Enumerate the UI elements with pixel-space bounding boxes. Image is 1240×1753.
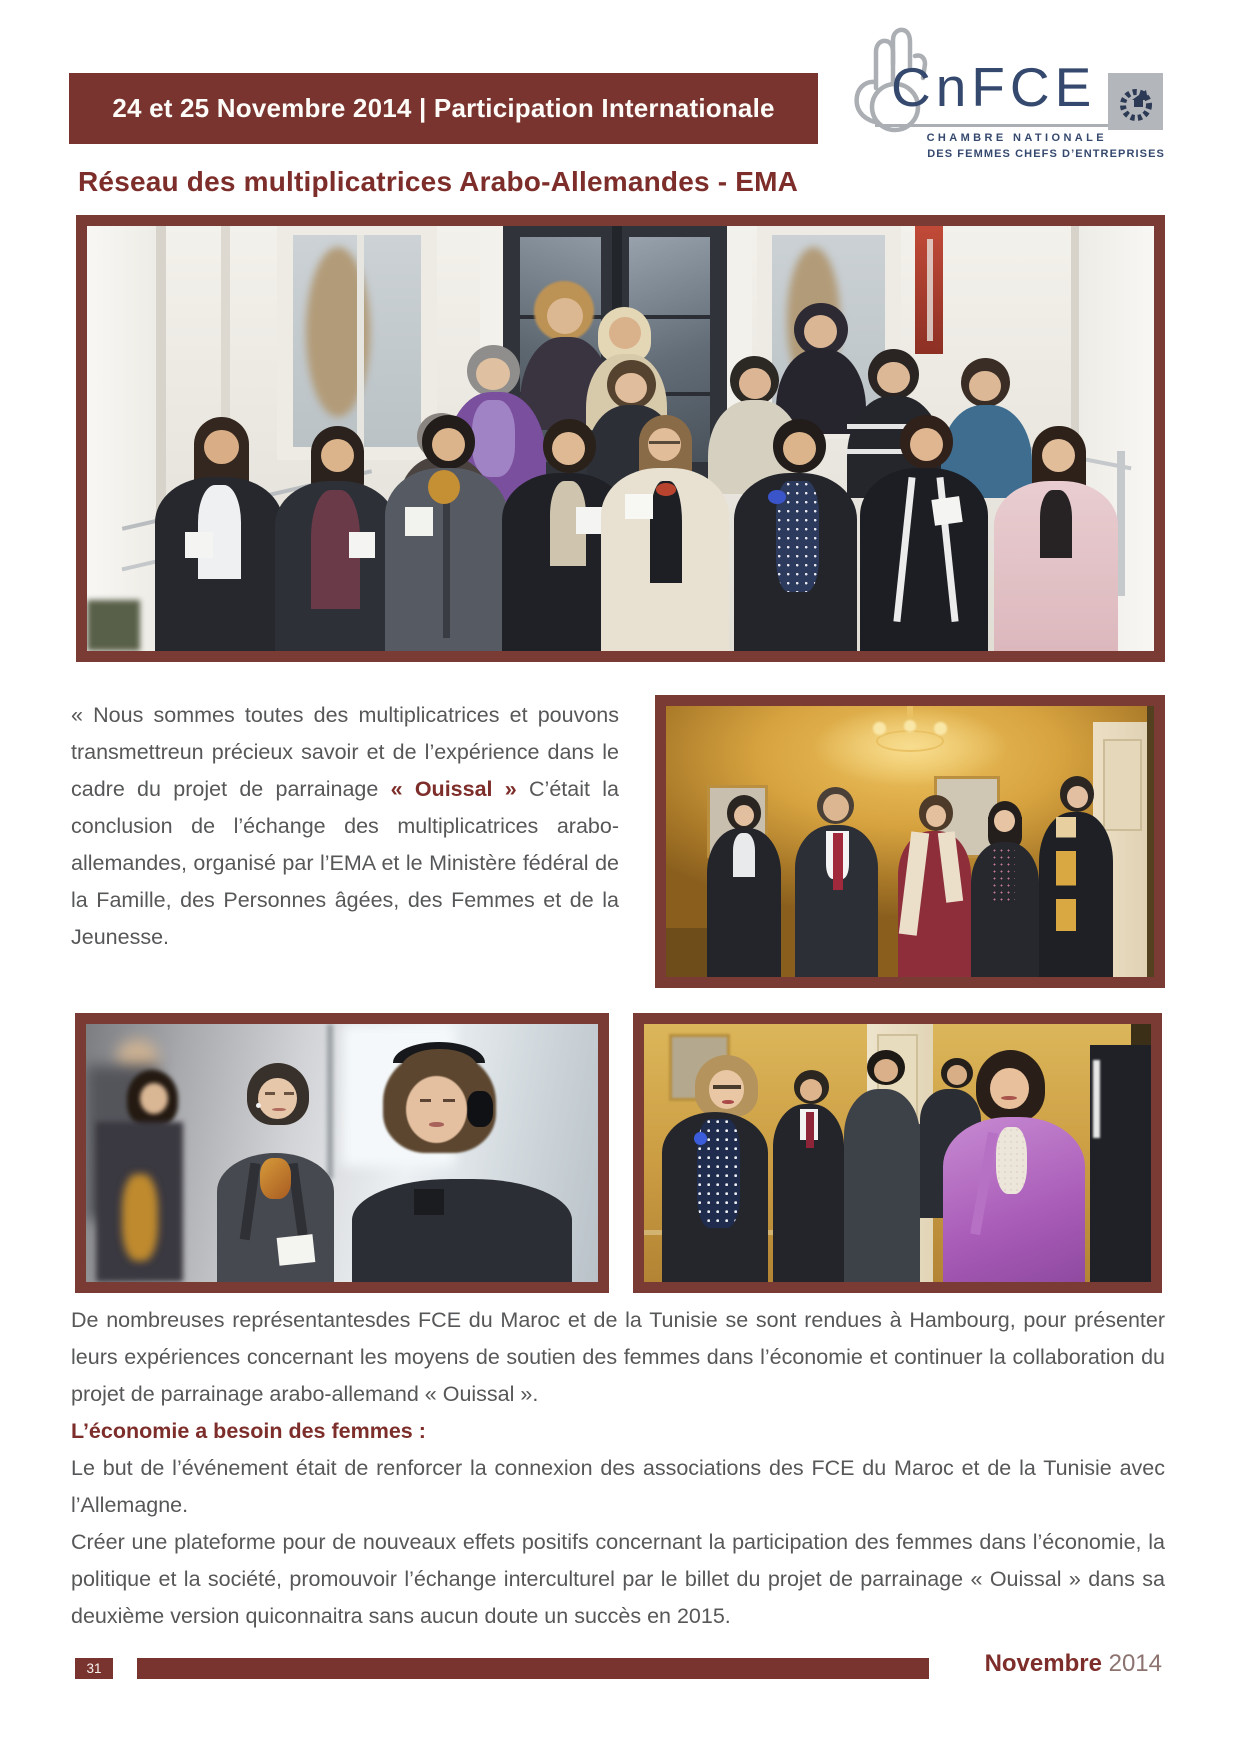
photo-shape xyxy=(776,481,819,592)
photo-shape xyxy=(970,1132,998,1235)
photo-shape xyxy=(552,432,585,465)
photo-shape xyxy=(867,1024,933,1282)
discussion-photo xyxy=(633,1013,1162,1293)
photo-shape xyxy=(194,417,249,472)
photo-shape xyxy=(722,1100,734,1104)
photo-shape xyxy=(122,514,352,571)
photo-shape xyxy=(265,1092,275,1095)
photo-shape xyxy=(969,371,1001,402)
photo-shape xyxy=(272,1108,285,1112)
photo-shape xyxy=(385,468,509,651)
photo-shape xyxy=(1040,490,1072,558)
photo-shape xyxy=(520,392,710,396)
photo-shape xyxy=(899,831,929,935)
photo-shape xyxy=(800,1079,822,1101)
photo-shape xyxy=(656,483,676,496)
photo-shape xyxy=(783,432,816,465)
photo-shape xyxy=(910,428,943,461)
photo-shape xyxy=(503,226,727,481)
photo-shape xyxy=(823,794,848,821)
photo-shape xyxy=(847,424,943,429)
article-title: Réseau des multiplicatrices Arabo-Allemandes - EMA xyxy=(78,166,799,197)
photo-shape xyxy=(311,451,364,506)
photo-shape xyxy=(773,1104,844,1282)
photo-shape xyxy=(666,928,725,977)
photo-shape xyxy=(739,368,771,399)
photo-shape xyxy=(401,1049,478,1070)
logo-subtitle-line1: CHAMBRE NATIONALE xyxy=(926,132,1107,144)
photo-shape xyxy=(1079,226,1154,651)
photo-shape xyxy=(520,337,612,431)
photo-shape xyxy=(258,1078,297,1119)
page-number-badge: 31 xyxy=(75,1658,113,1679)
photo-shape xyxy=(349,532,375,558)
subheading-economie: L’économie a besoin des femmes : xyxy=(71,1419,426,1443)
photo-shape xyxy=(598,307,651,362)
photo-shape xyxy=(443,477,449,639)
photo-shape xyxy=(122,469,372,531)
photo-shape xyxy=(708,400,802,494)
photo-shape xyxy=(694,1132,707,1145)
photo-shape xyxy=(900,415,953,469)
photo-shape xyxy=(327,1024,333,1179)
conference-photo xyxy=(75,1013,609,1293)
photo-shape xyxy=(847,449,943,454)
photo-shape xyxy=(988,817,1022,850)
photo-shape xyxy=(472,400,515,477)
logo-acronym: CnFCE xyxy=(891,56,1097,118)
photo-shape xyxy=(876,730,944,752)
photo-shape xyxy=(794,1070,829,1104)
cnfce-logo xyxy=(845,20,1167,168)
photo-shape xyxy=(697,1119,740,1227)
photo-shape xyxy=(971,842,1039,978)
footer-month: Novembre xyxy=(984,1650,1102,1677)
lead-text-after: C’était la conclusion de l’échange des multiplicatrices arabo-allemandes, organisé par l’EMA et le Ministère fédéral de la Famille, des Personnes âgées, des Femmes et de la Jeunesse. xyxy=(71,777,619,949)
photo-shape xyxy=(844,1089,920,1283)
paragraph-plateforme: Créer une plateforme pour de nouveaux effets positifs concernant la participation des femmes dans l’économie, la politique et la société, promouvoir l’échange interculturel par le billet du projet de parrainage « Ouissal » dans sa deuxième version quiconnaitra sans aucun doute un succès en 2015. xyxy=(71,1530,1165,1628)
photo-shape xyxy=(446,392,546,503)
photo-shape xyxy=(787,247,840,392)
photo-shape xyxy=(919,795,953,830)
photo-shape xyxy=(284,1092,294,1095)
photo-shape xyxy=(414,1189,445,1215)
photo-shape xyxy=(306,247,370,417)
photo-shape xyxy=(87,600,140,651)
photo-shape xyxy=(713,1085,741,1089)
photo-shape xyxy=(695,1055,758,1117)
photo-shape xyxy=(898,831,971,977)
paragraph-but: Le but de l’événement était de renforcer la connexion des associations des FCE du Maroc et de la Tunisie avec l’Allemagne. xyxy=(71,1456,1165,1517)
photo-shape xyxy=(991,847,1015,901)
photo-shape xyxy=(868,349,919,400)
photo-shape xyxy=(907,706,913,730)
photo-shape xyxy=(877,1034,918,1189)
photo-shape xyxy=(927,239,933,341)
photo-shape xyxy=(1071,226,1080,651)
photo-shape xyxy=(817,787,854,824)
photo-shape xyxy=(1060,776,1094,811)
photo-shape xyxy=(311,490,360,609)
photo-shape xyxy=(1032,426,1085,480)
photo-shape xyxy=(996,1127,1026,1194)
photo-shape xyxy=(609,317,641,349)
photo-shape xyxy=(1117,451,1126,596)
photo-shape xyxy=(1032,451,1085,511)
photo-shape xyxy=(920,1089,981,1218)
photo-shape xyxy=(662,1112,768,1282)
photo-shape xyxy=(938,831,963,903)
photo-shape xyxy=(644,1230,867,1234)
lead-paragraph xyxy=(71,697,619,956)
photo-shape xyxy=(941,1058,973,1089)
photo-shape xyxy=(1001,1096,1016,1100)
photo-shape xyxy=(867,1050,905,1085)
photo-shape xyxy=(293,235,421,448)
photo-shape xyxy=(155,477,283,651)
photo-shape xyxy=(812,706,1007,787)
photo-shape xyxy=(773,419,826,473)
photo-shape xyxy=(86,1024,598,1282)
photo-shape xyxy=(1056,817,1076,931)
photo-shape xyxy=(990,1068,1029,1109)
photo-shape xyxy=(443,1099,454,1103)
photo-shape xyxy=(607,360,656,409)
logo-rule xyxy=(875,124,1109,127)
photo-shape xyxy=(947,1065,967,1085)
footer-year: 2014 xyxy=(1108,1650,1162,1677)
photo-shape xyxy=(806,1112,814,1148)
photo-shape xyxy=(399,456,491,533)
photo-shape xyxy=(961,358,1010,407)
photo-shape xyxy=(1090,1045,1151,1282)
photo-shape xyxy=(1067,786,1087,808)
photo-shape xyxy=(894,477,917,621)
photo-shape xyxy=(156,226,166,651)
photo-shape xyxy=(352,1179,572,1282)
photo-shape xyxy=(934,722,947,734)
gear-emblem-icon xyxy=(1108,73,1163,130)
photo-shape xyxy=(428,470,460,504)
photo-shape xyxy=(915,226,943,354)
date-banner: 24 et 25 Novembre 2014 | Participation Internationale xyxy=(69,73,818,144)
photo-shape xyxy=(826,831,848,880)
photo-shape xyxy=(936,477,959,621)
photo-shape xyxy=(432,428,465,461)
logo-subtitle-line2: DES FEMMES CHEFS D’ENTREPRISES xyxy=(927,148,1165,160)
photo-shape xyxy=(547,298,583,334)
article-body xyxy=(71,1302,1165,1635)
photo-shape xyxy=(1007,468,1014,596)
photo-shape xyxy=(342,1024,455,1166)
photo-shape xyxy=(383,1050,496,1153)
photo-shape xyxy=(586,354,667,431)
photo-shape xyxy=(1103,739,1142,831)
photo-shape xyxy=(520,315,710,319)
photo-shape xyxy=(502,473,628,652)
photo-shape xyxy=(311,426,364,480)
photo-shape xyxy=(874,1059,898,1082)
photo-shape xyxy=(357,235,364,448)
photo-shape xyxy=(1147,706,1154,977)
photo-shape xyxy=(904,720,917,732)
photo-shape xyxy=(275,481,397,651)
footer-bar xyxy=(137,1658,929,1679)
photo-shape xyxy=(87,226,156,651)
photo-shape xyxy=(122,1174,158,1262)
photo-shape xyxy=(976,1050,1044,1122)
photo-shape xyxy=(730,356,779,405)
photo-shape xyxy=(776,349,866,434)
photo-shape xyxy=(422,415,475,469)
photo-shape xyxy=(576,507,604,535)
photo-shape xyxy=(931,428,1131,471)
photo-shape xyxy=(629,237,710,462)
photo-shape xyxy=(288,1163,309,1241)
group-photo xyxy=(76,215,1165,662)
photo-shape xyxy=(804,315,837,348)
photo-shape xyxy=(256,1103,261,1108)
photo-shape xyxy=(666,706,1154,977)
photo-shape xyxy=(550,481,586,566)
photo-shape xyxy=(406,1076,467,1143)
photo-shape xyxy=(520,237,601,462)
photo-shape xyxy=(639,415,692,469)
photo-shape xyxy=(994,481,1118,651)
photo-shape xyxy=(429,1122,444,1127)
meeting-photo xyxy=(655,695,1165,988)
photo-shape xyxy=(833,833,842,890)
photo-shape xyxy=(847,396,943,498)
photo-shape xyxy=(733,833,755,876)
photo-shape xyxy=(417,413,466,460)
photo-shape xyxy=(321,439,354,472)
photo-shape xyxy=(768,490,786,504)
photo-shape xyxy=(185,532,213,558)
photo-shape xyxy=(994,810,1014,832)
photo-shape xyxy=(420,1099,431,1103)
ouissal-highlight: « Ouissal » xyxy=(390,777,517,801)
photo-shape xyxy=(644,1024,1151,1282)
photo-shape xyxy=(194,447,249,507)
photo-shape xyxy=(772,235,885,422)
photo-shape xyxy=(601,468,729,651)
photo-shape xyxy=(941,405,1033,499)
photo-shape xyxy=(988,801,1022,840)
photo-shape xyxy=(800,1109,818,1140)
photo-shape xyxy=(926,805,946,827)
photo-shape xyxy=(709,1070,744,1109)
lead-text-before: « Nous sommes toutes des multiplicatrices et pouvons transmettreun précieux savoir et de l’expérience dans le cadre du projet de parrainage xyxy=(71,703,619,801)
photo-shape xyxy=(648,428,681,461)
photo-shape xyxy=(467,345,520,397)
photo-shape xyxy=(247,1063,308,1125)
photo-shape xyxy=(931,496,962,525)
photo-shape xyxy=(393,1042,485,1063)
photo-shape xyxy=(707,785,768,858)
photo-shape xyxy=(669,1034,730,1101)
photo-shape xyxy=(757,226,901,439)
photo-shape xyxy=(877,362,910,393)
photo-shape xyxy=(405,507,433,537)
photo-shape xyxy=(734,805,754,827)
photo-shape xyxy=(650,481,682,583)
photo-shape xyxy=(480,226,752,494)
photo-shape xyxy=(534,281,594,341)
photo-shape xyxy=(260,1158,291,1199)
photo-shape xyxy=(198,485,241,579)
photo-shape xyxy=(1093,1060,1100,1137)
photo-shape xyxy=(734,473,858,652)
photo-shape xyxy=(96,1122,183,1282)
photo-shape xyxy=(86,1065,158,1220)
photo-shape xyxy=(277,226,437,460)
photo-shape xyxy=(425,425,457,455)
photo-shape xyxy=(1093,722,1154,977)
photo-shape xyxy=(794,303,847,356)
photo-shape xyxy=(217,1153,335,1282)
photo-shape xyxy=(117,1039,158,1075)
photo-shape xyxy=(239,1163,260,1241)
photo-shape xyxy=(795,825,878,977)
photo-shape xyxy=(873,722,886,734)
photo-shape xyxy=(860,468,988,651)
photo-shape xyxy=(1131,1024,1151,1282)
photo-shape xyxy=(1039,812,1112,977)
photo-shape xyxy=(127,1070,178,1127)
photo-shape xyxy=(204,430,238,464)
photo-shape xyxy=(543,419,596,473)
photo-shape xyxy=(934,776,1000,857)
photo-shape xyxy=(639,441,692,492)
photo-shape xyxy=(902,1121,959,1146)
photo-shape xyxy=(951,1131,968,1146)
photo-shape xyxy=(87,226,1154,651)
photo-shape xyxy=(625,494,653,520)
photo-shape xyxy=(467,1091,493,1127)
photo-shape xyxy=(221,226,230,651)
footer-date xyxy=(985,1650,1162,1678)
photo-shape xyxy=(727,795,761,830)
photo-shape xyxy=(476,358,509,390)
photo-shape xyxy=(140,1083,168,1114)
photo-shape xyxy=(707,828,780,977)
photo-shape xyxy=(615,373,647,404)
photo-shape xyxy=(587,405,677,490)
photo-shape xyxy=(649,441,680,445)
photo-shape xyxy=(277,1234,316,1266)
photo-shape xyxy=(612,226,622,481)
photo-shape xyxy=(1042,439,1075,472)
photo-shape xyxy=(943,1117,1085,1282)
paragraph-hambourg: De nombreuses représentantesdes FCE du Maroc et de la Tunisie se sont rendues à Hambourg, pour présenter leurs expériences concernant les moyens de soutien des femmes dans l’économie et continuer la collaboration du projet de parrainage arabo-allemand « Ouissal ». xyxy=(71,1308,1165,1406)
